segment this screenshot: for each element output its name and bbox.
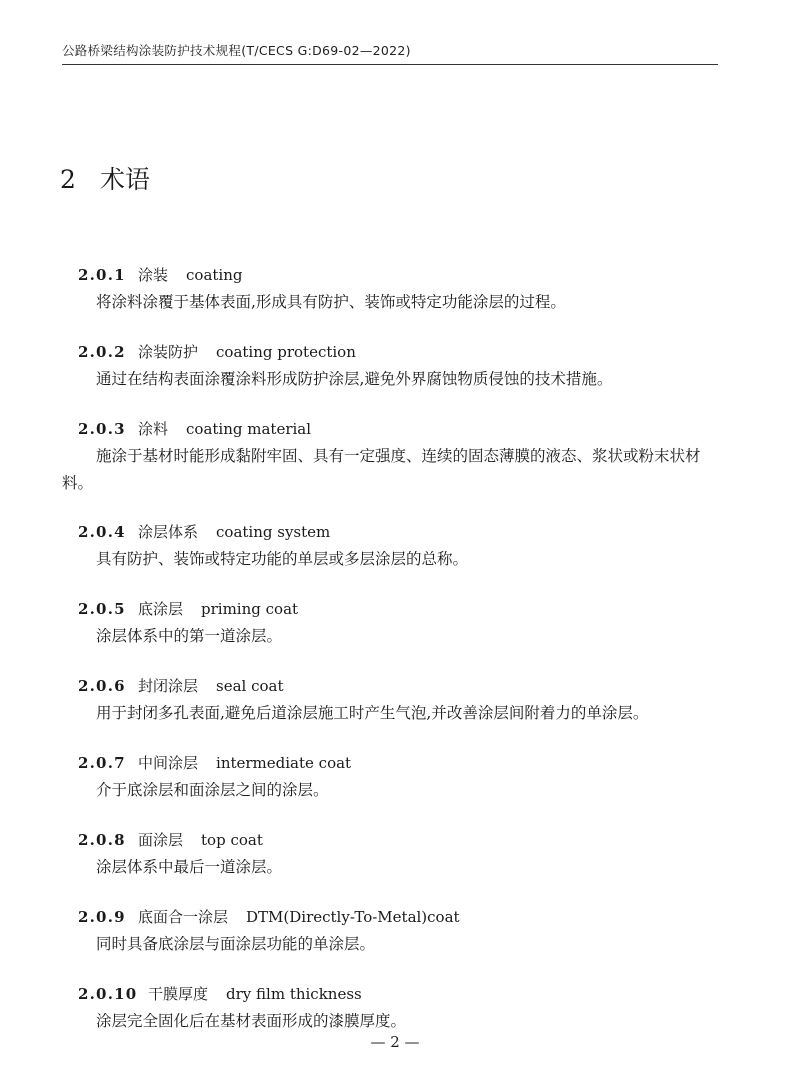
term-heading xyxy=(78,753,351,773)
term-number: 2.0.8 xyxy=(78,831,126,849)
term-english: top coat xyxy=(201,831,263,849)
term-number: 2.0.4 xyxy=(78,523,126,541)
term-chinese: 面涂层 xyxy=(138,831,184,849)
term-chinese: 封闭涂层 xyxy=(138,677,199,695)
term-definition: 涂层体系中的第一道涂层。 xyxy=(96,627,283,645)
term-definition: 涂层完全固化后在基材表面形成的漆膜厚度。 xyxy=(96,1012,407,1030)
term-chinese: 涂层体系 xyxy=(138,523,199,541)
term-english: intermediate coat xyxy=(216,754,352,772)
term-definition: 用于封闭多孔表面,避免后道涂层施工时产生气泡,并改善涂层间附着力的单涂层。 xyxy=(96,704,649,722)
term-number: 2.0.9 xyxy=(78,908,126,926)
chapter-name: 术语 xyxy=(100,165,151,194)
chapter-title xyxy=(60,160,150,196)
term-english: DTM(Directly-To-Metal)coat xyxy=(246,908,460,926)
term-chinese: 底面合一涂层 xyxy=(138,908,229,926)
term-english: coating material xyxy=(186,420,312,438)
term-definition: 将涂料涂覆于基体表面,形成具有防护、装饰或特定功能涂层的过程。 xyxy=(96,293,566,311)
term-definition: 涂层体系中最后一道涂层。 xyxy=(96,858,283,876)
term-heading xyxy=(78,265,242,285)
term-chinese: 干膜厚度 xyxy=(148,985,209,1003)
term-number: 2.0.2 xyxy=(78,343,126,361)
term-heading xyxy=(78,522,330,542)
term-definition: 通过在结构表面涂覆涂料形成防护涂层,避免外界腐蚀物质侵蚀的技术措施。 xyxy=(96,370,613,388)
term-number: 2.0.7 xyxy=(78,754,126,772)
term-heading xyxy=(78,676,284,696)
term-definition: 同时具备底涂层与面涂层功能的单涂层。 xyxy=(96,935,376,953)
term-chinese: 涂装 xyxy=(138,266,169,284)
term-number: 2.0.1 xyxy=(78,266,126,284)
term-english: dry film thickness xyxy=(226,985,362,1003)
term-definition: 介于底涂层和面涂层之间的涂层。 xyxy=(96,781,329,799)
term-number: 2.0.6 xyxy=(78,677,126,695)
page-number: — 2 — xyxy=(370,1033,420,1051)
term-chinese: 底涂层 xyxy=(138,600,184,618)
term-heading xyxy=(78,342,356,362)
term-english: seal coat xyxy=(216,677,284,695)
term-heading xyxy=(78,907,460,927)
running-header: 公路桥梁结构涂装防护技术规程(T/CECS G:D69-02—2022) xyxy=(62,43,411,58)
term-heading xyxy=(78,419,311,439)
term-definition: 施涂于基材时能形成黏附牢固、具有一定强度、连续的固态薄膜的液态、浆状或粉末状材料。 xyxy=(62,447,701,492)
chapter-number: 2 xyxy=(60,165,76,194)
term-chinese: 涂料 xyxy=(138,420,169,438)
term-english: priming coat xyxy=(201,600,299,618)
term-heading xyxy=(78,984,362,1004)
term-definition: 具有防护、装饰或特定功能的单层或多层涂层的总称。 xyxy=(96,550,469,568)
header-rule xyxy=(62,64,718,65)
term-english: coating system xyxy=(216,523,331,541)
term-number: 2.0.3 xyxy=(78,420,126,438)
term-chinese: 中间涂层 xyxy=(138,754,199,772)
term-number: 2.0.5 xyxy=(78,600,126,618)
term-heading xyxy=(78,830,263,850)
term-english: coating xyxy=(186,266,243,284)
term-number: 2.0.10 xyxy=(78,985,138,1003)
term-english: coating protection xyxy=(216,343,356,361)
term-chinese: 涂装防护 xyxy=(138,343,199,361)
term-heading xyxy=(78,599,298,619)
